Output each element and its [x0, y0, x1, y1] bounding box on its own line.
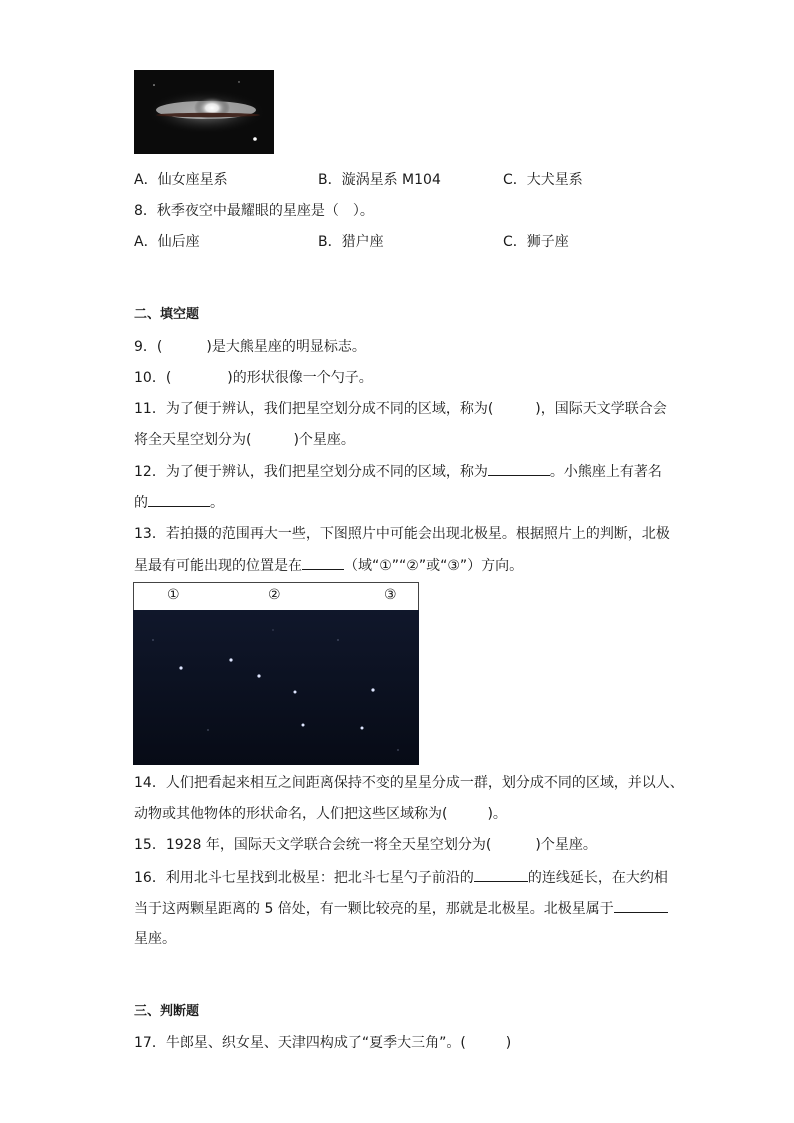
q13-blank: [302, 555, 344, 570]
q14-line2: 动物或其他物体的形状命名，人们把这些区域称为( )。: [134, 806, 507, 822]
q12-line2: 的 。: [134, 492, 224, 513]
section-judgement-title: 三、判断题: [134, 1004, 200, 1019]
star: [361, 727, 364, 730]
q7-option-b: B．漩涡星系 M104: [318, 172, 441, 188]
galaxy-image: [134, 70, 274, 154]
q9: [134, 337, 366, 357]
q8-option-b: B．猎户座: [318, 234, 384, 250]
star: [229, 658, 232, 661]
star: [294, 691, 297, 694]
star: [179, 666, 182, 669]
star: [371, 688, 374, 691]
q13-line2: 星最有可能出现的位置是在 （域“①”“②”或“③”）方向。: [134, 555, 523, 576]
q16-line2: 当于这两颗星距离的 5 倍处，有一颗比较亮的星，那就是北极星。北极星属于: [134, 898, 668, 919]
q12-blank-2: [148, 492, 210, 507]
q13-line1: 13．若拍摄的范围再大一些，下图照片中可能会出现北极星。根据照片上的判断，北极: [134, 526, 670, 542]
q8-option-c: C．狮子座: [503, 234, 569, 250]
q10-suffix: )的形状很像一个勺子。: [227, 370, 373, 386]
q17: 17．牛郎星、织女星、天津四构成了“夏季大三角”。( ): [134, 1035, 512, 1051]
q14-line1: 14．人们把看起来相互之间距离保持不变的星星分成一群，划分成不同的区域，并以人、: [134, 775, 684, 791]
position-label-2: ②: [268, 587, 281, 603]
q12-line1: 12．为了便于辨认，我们把星空划分成不同的区域，称为 。小熊座上有著名: [134, 461, 662, 482]
q10-prefix: 10．(: [134, 370, 172, 386]
q16-line1: 16．利用北斗七星找到北极星：把北斗七星勺子前沿的 的连线延长，在大约相: [134, 867, 668, 888]
star: [257, 674, 260, 677]
star: [302, 724, 305, 727]
q8-option-a: A．仙后座: [134, 234, 200, 250]
q11-line2: 将全天星空划分为( )个星座。: [134, 432, 355, 448]
q16-line3: 星座。: [134, 931, 176, 947]
q16-blank-2: [614, 898, 668, 913]
q12-blank-1: [488, 461, 550, 476]
position-label-3: ③: [384, 587, 397, 603]
position-label-1: ①: [167, 587, 180, 603]
q15: 15．1928 年，国际天文学联合会统一将全天星空划分为( )个星座。: [134, 837, 597, 853]
q9-prefix: 9．(: [134, 339, 163, 355]
q7-option-c: C．大犬星系: [503, 172, 583, 188]
q16-blank-1: [474, 867, 528, 882]
q8-stem: 8．秋季夜空中最耀眼的星座是（ ）。: [134, 203, 374, 219]
section-fill-in-title: 二、填空题: [134, 307, 200, 322]
q9-suffix: )是大熊星座的明显标志。: [206, 339, 366, 355]
q11-line1: 11．为了便于辨认，我们把星空划分成不同的区域，称为( )，国际天文学联合会: [134, 401, 667, 417]
night-sky-image: [133, 610, 419, 765]
star-photo-label-strip: [133, 582, 419, 610]
q7-option-a: A．仙女座星系: [134, 172, 228, 188]
star-photo: [133, 582, 419, 765]
q10: [134, 368, 373, 388]
